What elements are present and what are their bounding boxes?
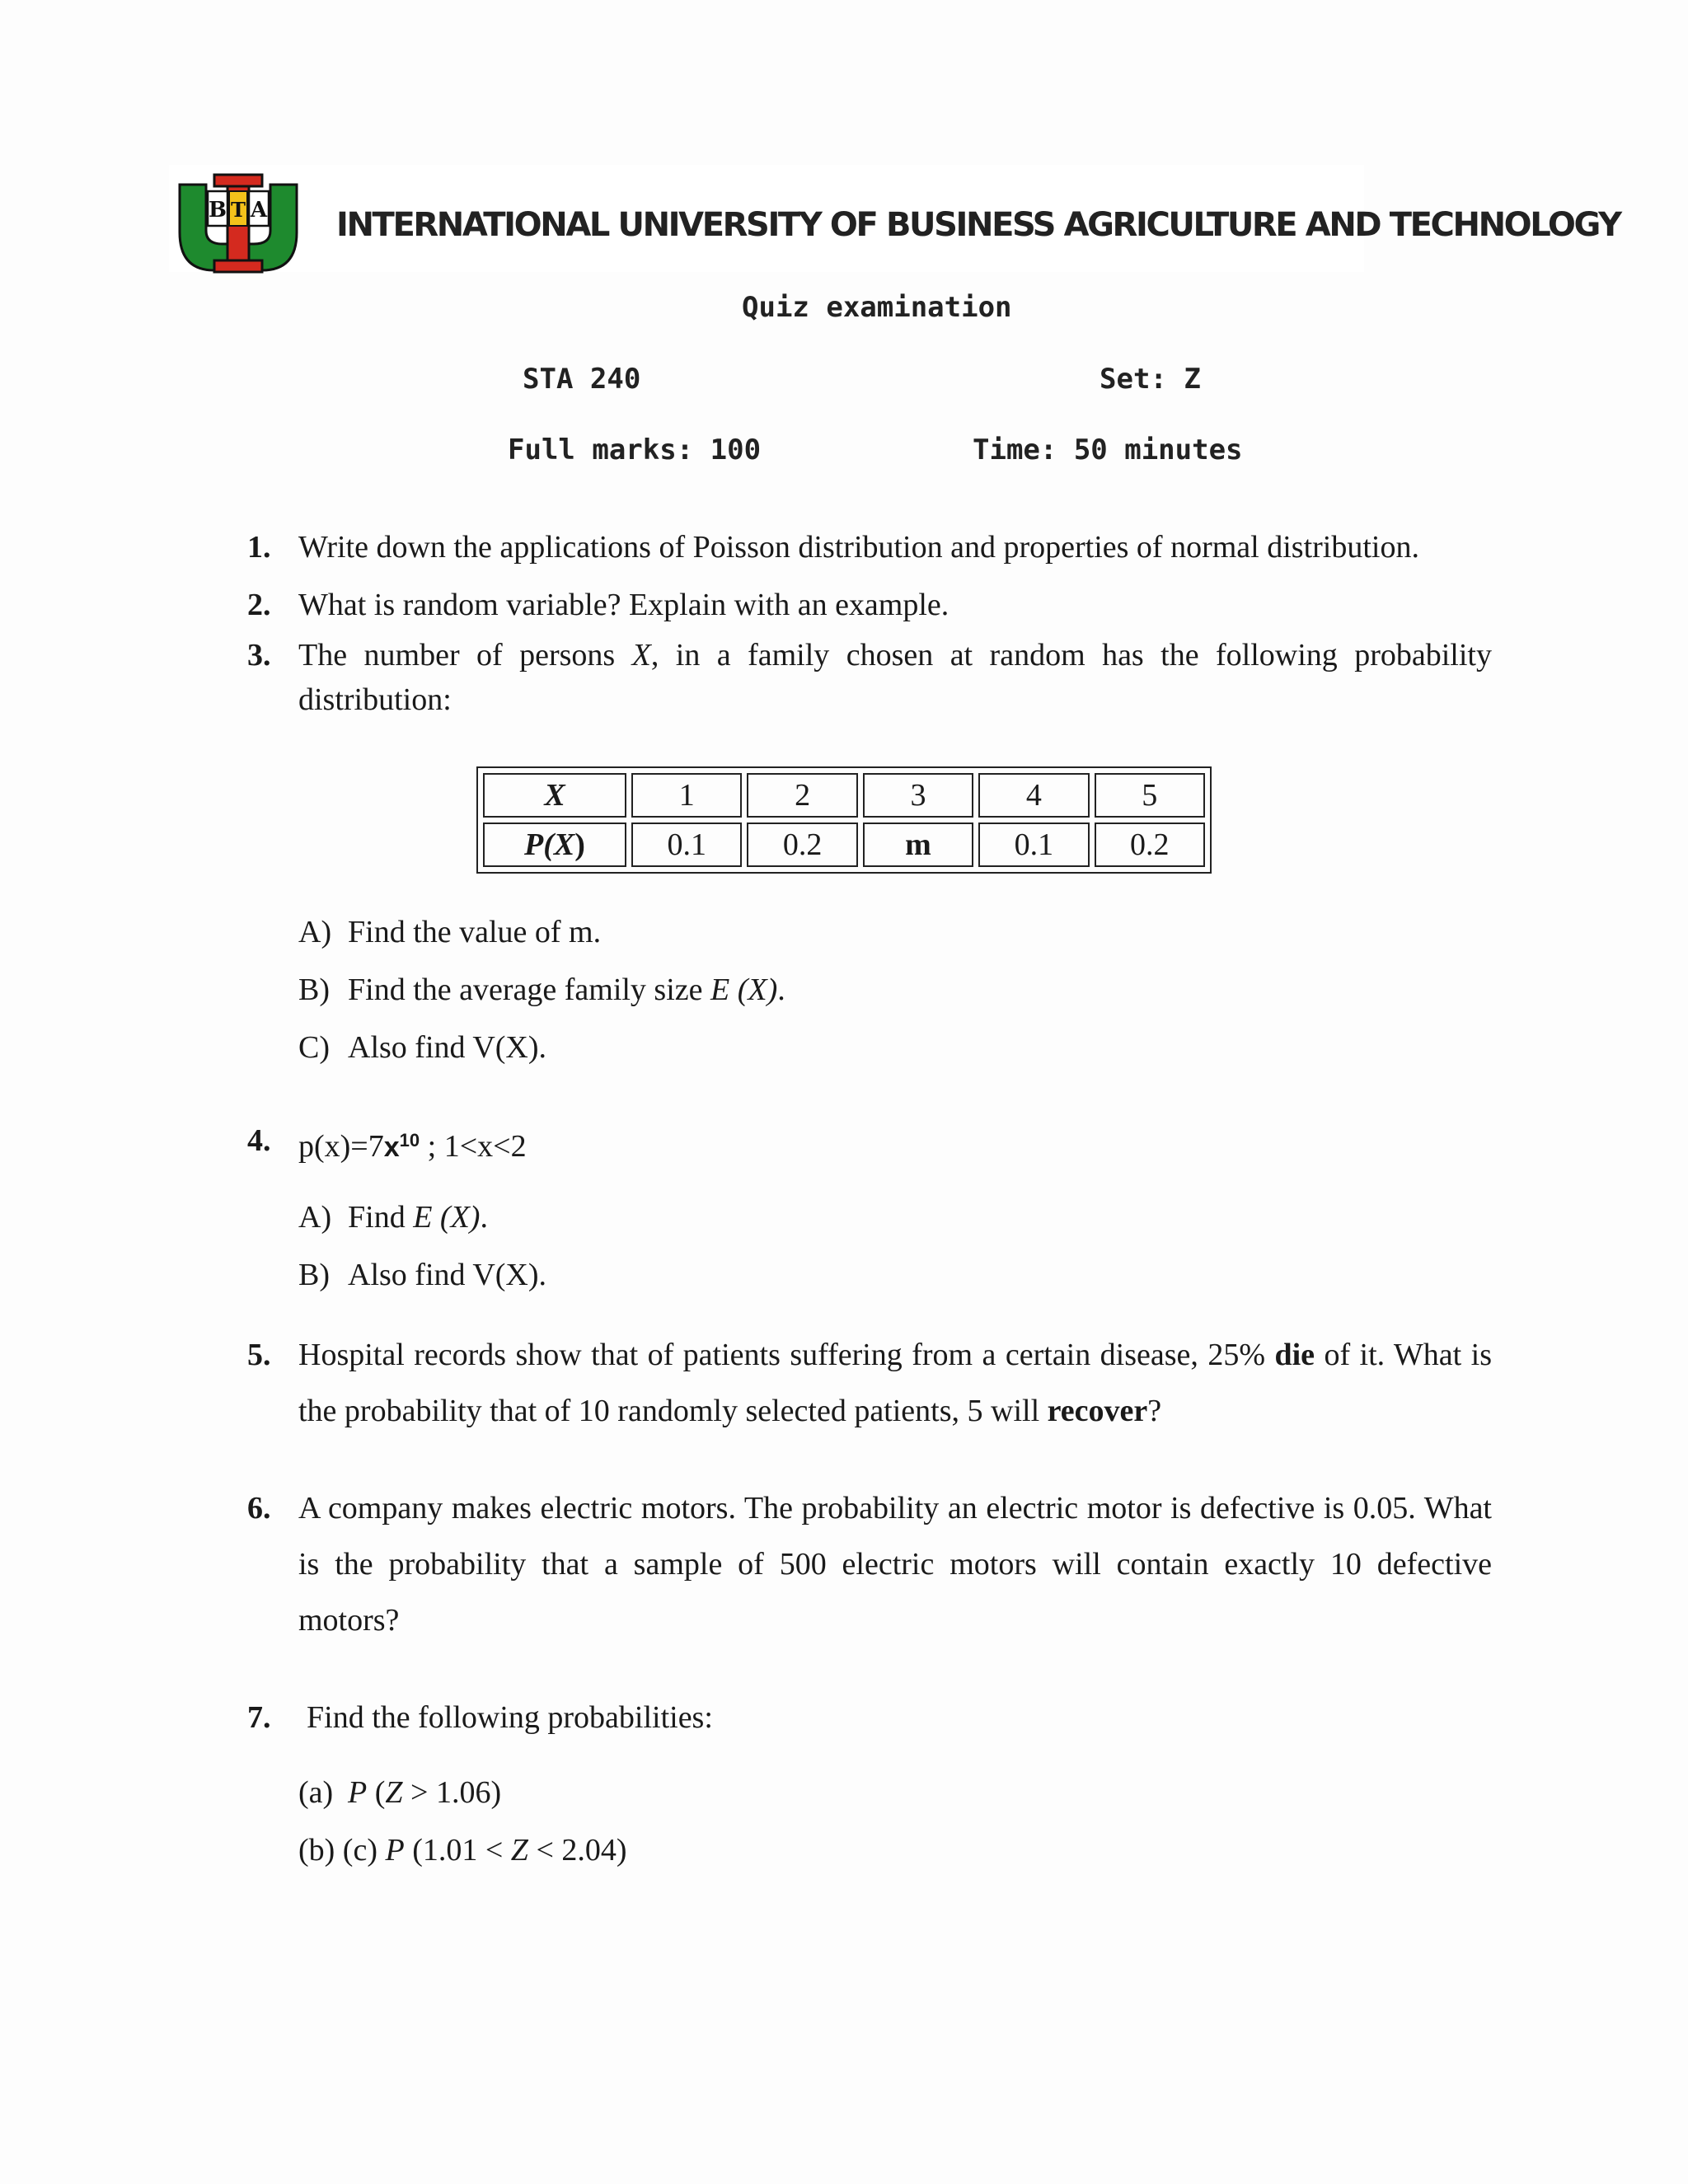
set-label: Set: Z (1100, 363, 1201, 396)
question-number: 6. (247, 1491, 271, 1526)
question-7 (247, 1690, 1492, 1746)
svg-text:A: A (250, 198, 268, 223)
table-row (483, 823, 1205, 867)
table-cell: 5 (1095, 773, 1205, 818)
table-header-x: X (483, 773, 626, 818)
table-cell: 0.1 (631, 823, 742, 867)
question-number: 1. (247, 530, 271, 565)
svg-text:T: T (231, 198, 246, 222)
subpart: (b) (c) P (1.01 < Z < 2.04) (298, 1833, 627, 1868)
question-text: Find the following probabilities: (307, 1700, 713, 1735)
course-code: STA 240 (523, 363, 641, 396)
subpart: C) Also find V(X). (298, 1030, 547, 1065)
question-number: 4. (247, 1123, 271, 1158)
question-text: What is random variable? Explain with an example. (298, 588, 950, 622)
question-5 (247, 1327, 1492, 1439)
question-1 (247, 519, 1492, 575)
table-cell: 3 (863, 773, 973, 818)
question-text: A company makes electric motors. The probability an electric motor is defective is 0.05. What is the probability that a sample of 500 electric motors will contain exactly 10 defective motors? (298, 1491, 1492, 1638)
question-number: 2. (247, 588, 271, 622)
table-cell: m (863, 823, 973, 867)
question-number: 5. (247, 1338, 271, 1372)
question-text: Hospital records show that of patients suffering from a certain disease, 25% die of it. What is the probability that of 10 randomly selected patients, 5 will recover? (298, 1338, 1493, 1428)
table-cell: 0.1 (978, 823, 1089, 867)
question-number: 7. (247, 1700, 271, 1735)
university-logo (178, 173, 298, 274)
question-3-subparts (298, 903, 785, 1076)
university-name: INTERNATIONAL UNIVERSITY OF BUSINESS AGRICULTURE AND TECHNOLOGY (336, 206, 1620, 244)
subpart: A) Find the value of m. (298, 915, 602, 949)
exam-type: Quiz examination (742, 291, 1012, 324)
question-number: 3. (247, 638, 271, 673)
table-cell: 0.2 (1095, 823, 1205, 867)
question-2 (247, 577, 1492, 633)
subpart: (a) P (Z > 1.06) (298, 1775, 502, 1810)
subpart: B) Also find V(X). (298, 1258, 547, 1292)
table-cell: 0.2 (747, 823, 857, 867)
question-6 (247, 1480, 1492, 1648)
subpart: A) Find E (X). (298, 1200, 488, 1235)
time-limit: Time: 50 minutes (973, 434, 1243, 466)
table-cell: 1 (631, 773, 742, 818)
probability-distribution-table (476, 766, 1212, 874)
question-text: The number of persons X, in a family chosen at random has the following probability distribution: (298, 638, 1492, 717)
question-text: Write down the applications of Poisson distribution and properties of normal distribution. (298, 530, 1419, 565)
question-4 (247, 1113, 1492, 1175)
subpart: B) Find the average family size E (X). (298, 972, 785, 1007)
table-header-px: P(X) (483, 823, 626, 867)
table-row (483, 773, 1205, 818)
question-7-subparts (298, 1764, 627, 1879)
question-4-subparts (298, 1188, 546, 1304)
question-3 (247, 633, 1492, 722)
svg-text:B: B (209, 198, 227, 223)
table-cell: 4 (978, 773, 1089, 818)
full-marks: Full marks: 100 (508, 434, 762, 466)
question-text: $p(x)=7x^{10}$ ; 1<x<2 (298, 1129, 527, 1164)
table-cell: 2 (747, 773, 857, 818)
